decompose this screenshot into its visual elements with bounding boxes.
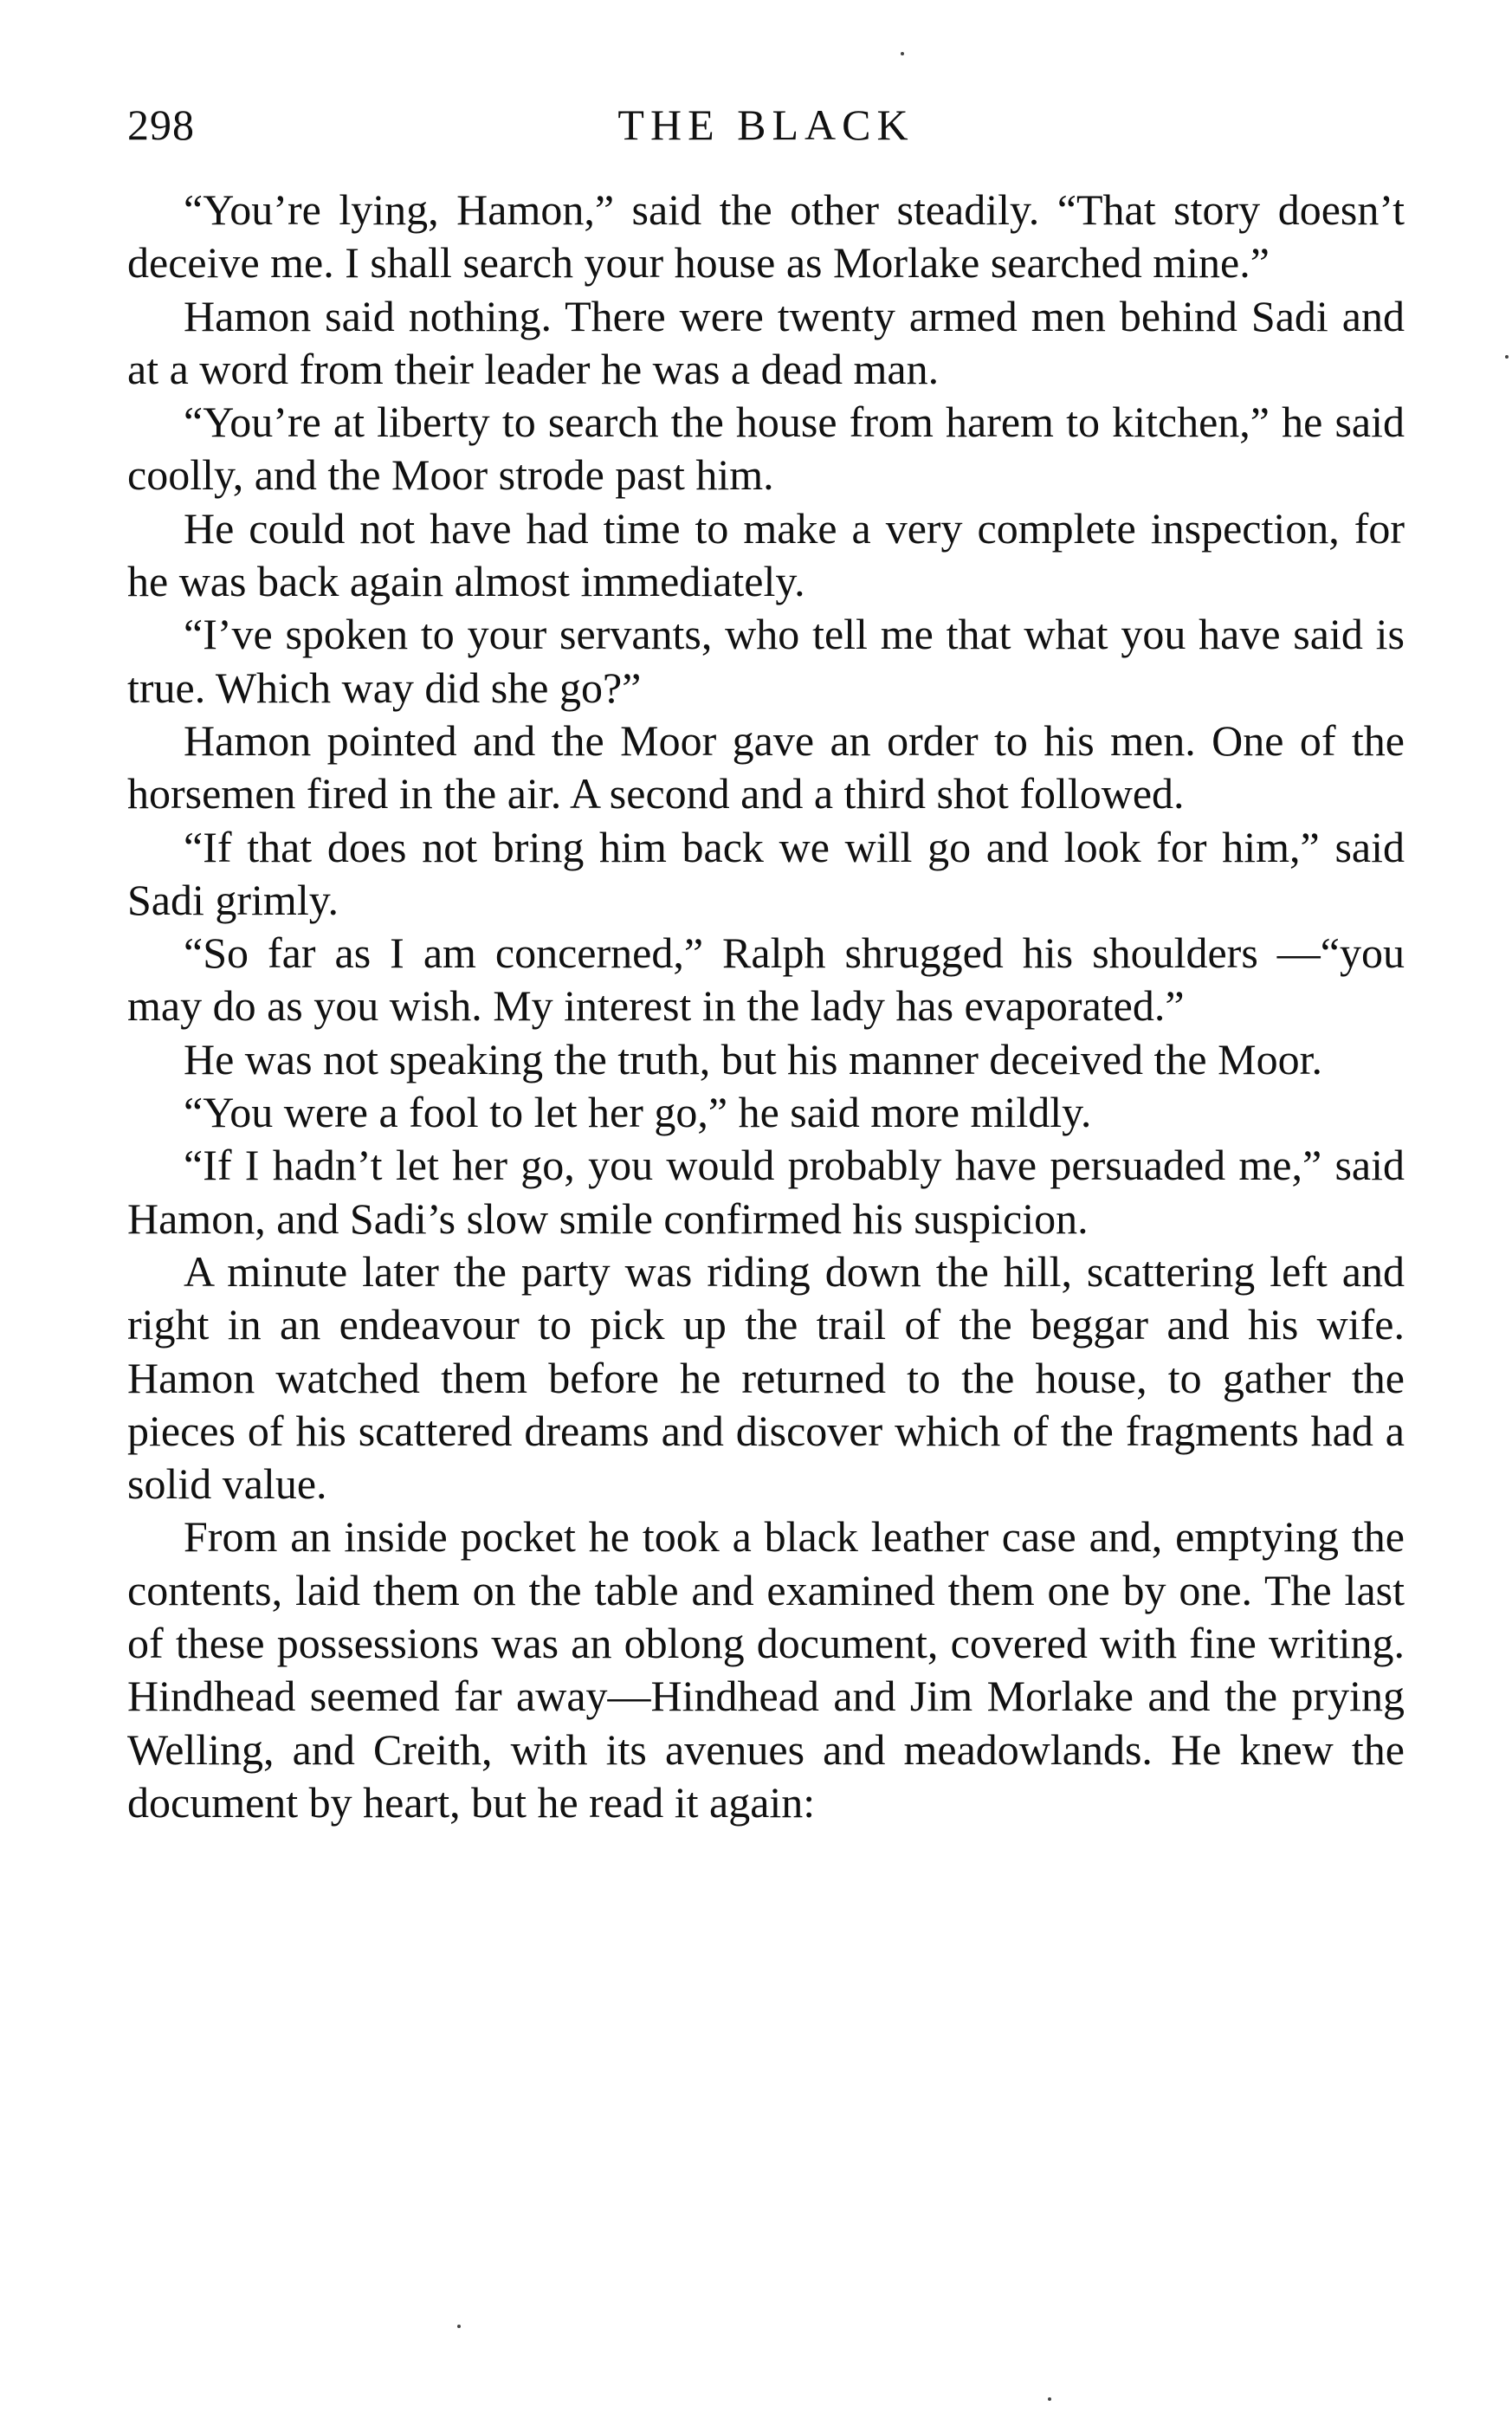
- paragraph: “You’re at liberty to search the house from harem to kitchen,” he said coolly, and the Moor strode past him.: [127, 398, 1405, 500]
- running-title: THE BLACK: [617, 100, 914, 149]
- print-speck: [901, 52, 904, 55]
- paragraph: “You were a fool to let her go,” he said more mildly.: [184, 1088, 1092, 1137]
- paragraph: Hamon pointed and the Moor gave an order to his men. One of the horsemen fired in the air. A second and a third shot followed.: [127, 715, 1405, 818]
- paragraph: A minute later the party was riding down the hill, scattering left and right in an endeavour to pick up the trail of the beggar and his wife. Hamon watched them before he returned to the house, to gather the pieces of his scattered dreams and discover which of the fragments had a solid value.: [127, 1246, 1405, 1509]
- paragraph: From an inside pocket he took a black leather case and, emptying the contents, laid them on the table and examined them one by one. The last of these possessions was an oblong document, covered with fine writing. Hindhead seemed far away—Hindhead and Jim Morlake and the prying Welling, and Creith, with its avenues and meadowlands. He knew the document by heart, but he read it again:: [127, 1512, 1405, 1827]
- print-speck: [457, 2325, 461, 2328]
- print-speck: [1505, 355, 1509, 359]
- paragraph: “So far as I am concerned,” Ralph shrugged his shoulders —“you may do as you wish. My interest in the lady has evaporated.”: [127, 928, 1405, 1031]
- paragraph: “If that does not bring him back we will go and look for him,” said Sadi grimly.: [127, 822, 1405, 924]
- paragraph: “You’re lying, Hamon,” said the other steadily. “That story doesn’t deceive me. I shall search your house as Morlake searched mine.”: [127, 185, 1405, 288]
- paragraph: “If I hadn’t let her go, you would probably have persuaded me,” said Hamon, and Sadi’s slow smile confirmed his suspicion.: [127, 1141, 1405, 1243]
- page-header: [127, 100, 1405, 160]
- paragraph: He was not speaking the truth, but his manner deceived the Moor.: [184, 1034, 1322, 1083]
- print-speck: [1048, 2397, 1051, 2401]
- page-number: 298: [127, 100, 195, 149]
- body-text: [127, 184, 1405, 1829]
- paragraph: “I’ve spoken to your servants, who tell me that what you have said is true. Which way did she go?”: [127, 610, 1405, 712]
- paragraph: He could not have had time to make a very complete inspection, for he was back again almost immediately.: [127, 503, 1405, 606]
- paragraph: Hamon said nothing. There were twenty armed men behind Sadi and at a word from their leader he was a dead man.: [127, 291, 1405, 393]
